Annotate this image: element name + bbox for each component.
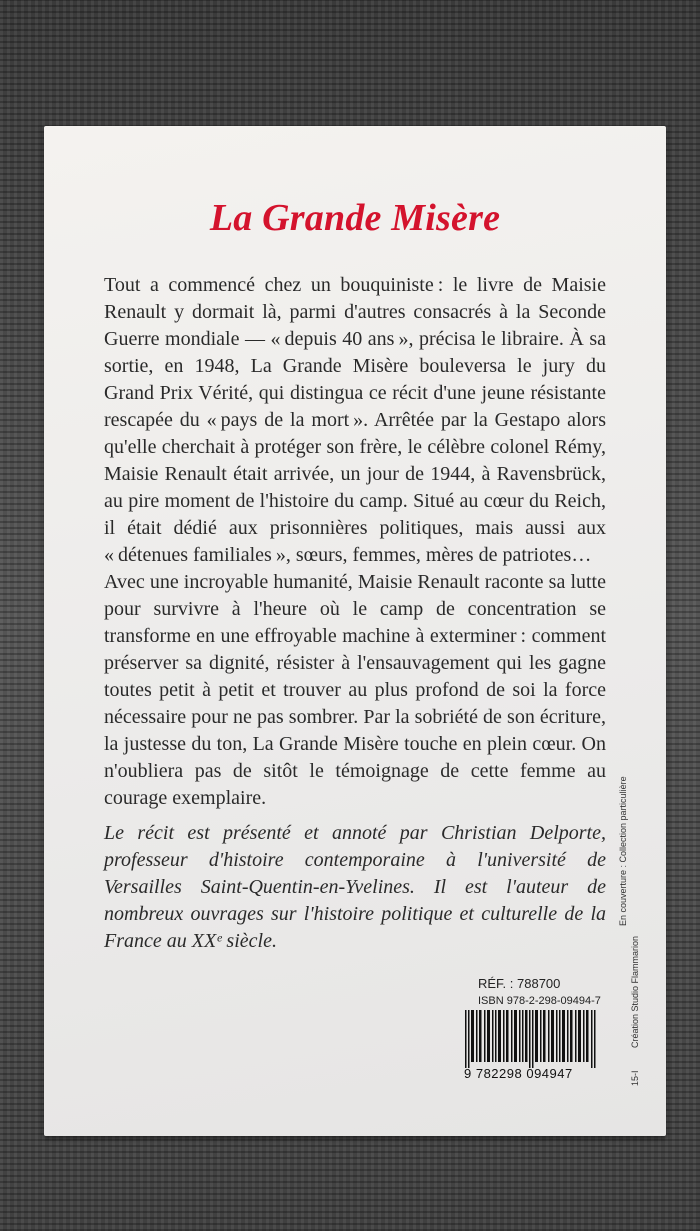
book-title: La Grande Misère — [209, 197, 501, 239]
studio-credit: Création Studio Flammarion — [630, 935, 640, 1048]
barcode-digits: 9 782298 094947 — [464, 1066, 573, 1081]
book-back-cover — [44, 126, 666, 1136]
print-code: 15-I — [630, 1070, 640, 1086]
isbn-number: ISBN 978-2-298-09494-7 — [478, 995, 601, 1007]
blurb-paragraph-1: Tout a commencé chez un bouquiniste : le livre de Maisie Renault y dormait là, parmi d'autres consacrés à la Seconde Guerre mondiale — « depuis 40 ans », précisa le libraire. À sa sortie, en 1948, La Grande Misère bouleversa le jury du Grand Prix Vérité, qui distingua ce récit d'une jeune résistante rescapée du « pays de la mort ». Arrêtée par la Gestapo alors qu'elle cherchait à protéger son frère, le célèbre colonel Rémy, Maisie Renault était arrivée, un jour de 1944, à Ravensbrück, au pire moment de l'histoire du camp. Situé au cœur du Reich, il était dédié aux prisonnières politiques, mais aussi aux « détenues familiales », sœurs, femmes, mères de patriotes… — [104, 274, 606, 566]
cover-credit: En couverture : Collection particulière — [618, 776, 628, 926]
barcode-icon — [465, 1010, 599, 1068]
editor-credit: Le récit est présenté et annoté par Christian Delporte, professeur d'histoire contemporaine à l'université de Versailles Saint-Quentin-en-Yvelines. Il est l'auteur de nombreux ouvrages sur l'histoire politique et culturelle de la France au XXᵉ siècle. — [104, 822, 606, 952]
blurb-text — [104, 272, 606, 812]
reference-number: RÉF. : 788700 — [478, 976, 561, 991]
blurb-paragraph-2: Avec une incroyable humanité, Maisie Renault raconte sa lutte pour survivre à l'heure où le camp de concentration se transforme en une effroyable machine à exterminer : comment préserver sa dignité, résister à l'ensauvagement qui les gagne toutes petit à petit et trouver au plus profond de soi la force nécessaire pour ne pas sombrer. Par la sobriété de son écriture, la justesse du ton, La Grande Misère touche en plein cœur. On n'oubliera pas de sitôt le témoignage de cette femme au courage exemplaire. — [104, 571, 606, 809]
